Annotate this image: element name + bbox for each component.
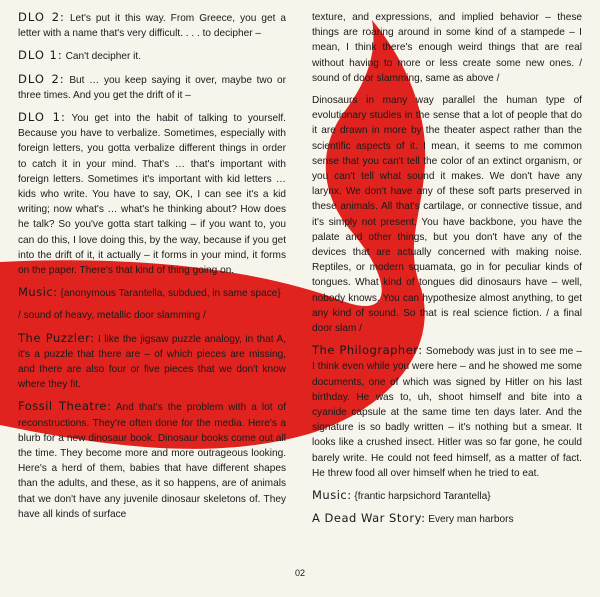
dialogue-text: I like the jigsaw puzzle analogy, in that A, it's a puzzle that there are – of which pieces are missing, and there are also four or five pieces that we don't know where they fit. bbox=[18, 333, 286, 391]
dialogue-paragraph bbox=[312, 93, 582, 336]
speaker-label: Fossil Theatre: bbox=[18, 399, 112, 414]
dialogue-paragraph bbox=[312, 343, 582, 481]
dialogue-paragraph bbox=[18, 399, 286, 522]
speaker-label: DLO 1: bbox=[18, 110, 66, 125]
dialogue-paragraph bbox=[18, 331, 286, 393]
music-cue bbox=[312, 488, 582, 504]
dialogue-text: texture, and expressions, and implied behavior – these things are roaring around in some kind of a stampede – I mean, I think there's enough weird things that are real without having to more or less create some new ones. / sound of door slamming, same as above / bbox=[312, 12, 582, 84]
dialogue-text: Can't decipher it. bbox=[65, 51, 142, 63]
left-column bbox=[18, 10, 286, 529]
dialogue-text: Let's put it this way. From Greece, you get a letter with a name that's very difficult. . . . to decipher – bbox=[18, 13, 286, 40]
speaker-label: A Dead War Story: bbox=[312, 511, 426, 526]
speaker-label: Music: bbox=[312, 488, 352, 503]
dialogue-paragraph bbox=[312, 511, 582, 527]
dialogue-text: Dinosaurs in many way parallel the human type of evolutionary studies in the sense that a lot of people that do it are drawn in more by the theater aspect rather than the scientific aspects of it. I mean, it seems to me common sense that you can't tell the color of an extinct organism, or you can't tell what sound it makes. We don't have any larynx. We don't have any of these soft parts preserved in these animals. All that's cartilage, or connective tissue, and it's simply not present. You have backbone, you have the palate and other things, but you don't have any of the devices that are actually concerned with making noise. Reptiles, or modern squamata, go in for peculiar kinds of tongues. What kind of tongues did dinosaurs have – well, nobody knows. You can hypothesize almost anything, to get any kind of sound. So that is real science fiction. / a final door slam / bbox=[312, 95, 582, 335]
page-number: 02 bbox=[294, 568, 305, 578]
sound-cue bbox=[18, 308, 286, 323]
music-cue bbox=[18, 285, 286, 301]
speaker-label: Music: bbox=[18, 285, 58, 300]
speaker-label: The Philographer: bbox=[312, 343, 423, 358]
speaker-label: The Puzzler: bbox=[18, 330, 95, 345]
speaker-label: DLO 2: bbox=[18, 10, 65, 24]
dialogue-text: And that's the problem with a lot of reconstructions. They're often done for the media. Here's a blurb for a new dinosaur book. Dinosaur books come out all the time. They become more and more outrageous looking. Here's a herd of them, babies that have different shapes than the adults, and these, as it so happens, are of animals that we don't have any juvenile dinosaur skeletons of. They have all kinds of surface bbox=[18, 402, 287, 520]
dialogue-paragraph bbox=[18, 10, 286, 41]
dialogue-paragraph bbox=[312, 10, 582, 86]
dialogue-text: {anonymous Tarantella, subdued, in same space} bbox=[60, 288, 281, 300]
dialogue-text: {frantic harpsichord Tarantella} bbox=[354, 491, 491, 503]
dialogue-paragraph bbox=[18, 110, 286, 278]
dialogue-text: But … you keep saying it over, maybe two or three times. And you get the drift of it – bbox=[18, 74, 286, 101]
right-column bbox=[312, 10, 582, 535]
dialogue-paragraph bbox=[18, 72, 286, 103]
dialogue-text: You get into the habit of talking to yourself. Because you have to verbalize. Sometimes, especially with foreign letters, you gotta verbalize different things in order to catch it in your mind. That's … that's important with foreign letters. Sometimes it's important with kid letters … kids who write. You have to say, OK, I can see it's a kid writing; now what's … what's he thinking about? How does he talk? So you've gotta start talking – if you want to, you can do this, I love doing this, by the way, because if you get into the drift of it, it actually – it forms in your mind, it forms on the paper. There's that kind of thing going on. bbox=[18, 113, 286, 277]
dialogue-text: / sound of heavy, metallic door slamming / bbox=[18, 310, 206, 322]
dialogue-paragraph bbox=[18, 48, 286, 64]
dialogue-text: Somebody was just in to see me – I think even while you were here – and he showed me some documents, one of which was signed by Hitler on his last birthday. He was to, uh, shoot himself and bite into a cyanide capsule at the same time ten days later. And the signature is so badly written – it's nothing but a smear. It looks like a crushed insect. Hitler was so far gone, he could barely write. He could not feed himself, as a matter of fact. He threw food all over himself when he tried to eat. bbox=[312, 346, 582, 479]
dialogue-text: Every man harbors bbox=[428, 514, 514, 526]
speaker-label: DLO 1: bbox=[18, 48, 63, 63]
speaker-label: DLO 2: bbox=[18, 71, 65, 86]
